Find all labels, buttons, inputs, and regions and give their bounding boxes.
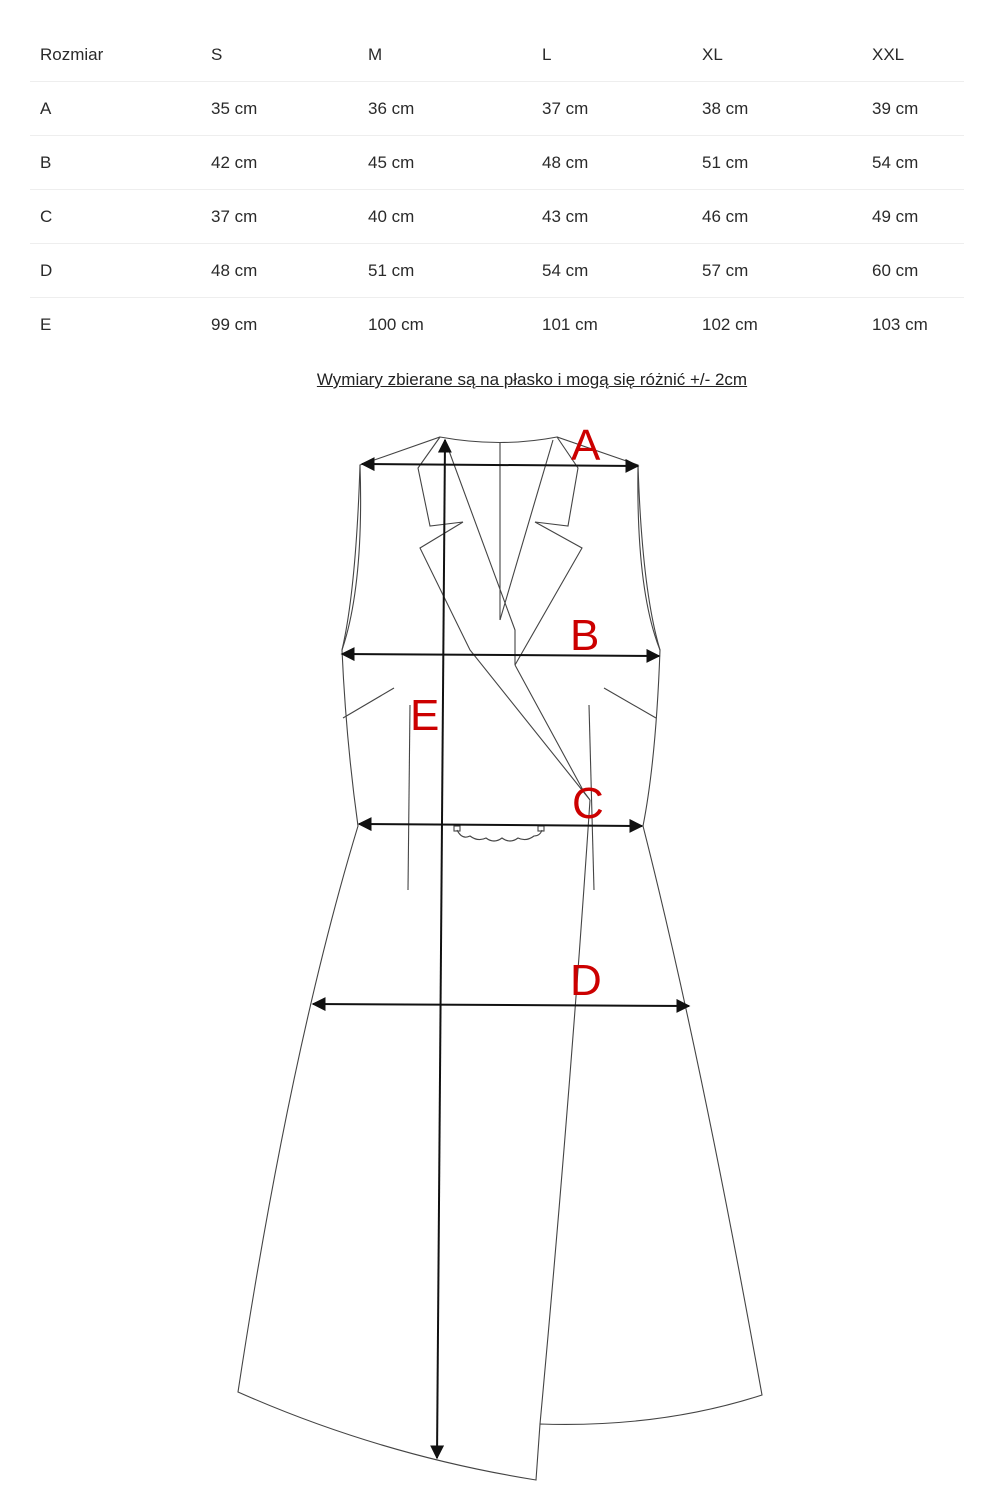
header-cell-l: L [532, 28, 692, 82]
table-cell: 60 cm [862, 244, 964, 298]
header-cell-xl: XL [692, 28, 862, 82]
label-a: A [571, 421, 601, 470]
table-cell: 54 cm [532, 244, 692, 298]
chain-detail [457, 830, 542, 841]
left-bust-dart [343, 688, 394, 718]
table-cell: 49 cm [862, 190, 964, 244]
left-armhole [342, 465, 360, 650]
arrow-d [313, 1004, 689, 1006]
row-label: C [30, 190, 201, 244]
chain-clasp-right [538, 826, 544, 831]
header-cell-m: M [358, 28, 532, 82]
table-cell: 102 cm [702, 314, 758, 334]
table-cell: 100 cm [368, 314, 424, 334]
row-label: B [30, 136, 201, 190]
table-cell: 101 cm [542, 314, 598, 334]
right-bust-dart [604, 688, 656, 718]
table-cell: 45 cm [358, 136, 532, 190]
measurement-note: Wymiary zbierane są na płasko i mogą się różnić +/- 2cm [316, 370, 748, 389]
table-cell: 103 cm [872, 314, 928, 334]
table-cell: 37 cm [201, 190, 358, 244]
wrap-front-edge [540, 800, 590, 1424]
table-cell: 37 cm [532, 82, 692, 136]
row-label: D [30, 244, 201, 298]
table-cell: 48 cm [532, 136, 692, 190]
row-label: E [40, 314, 52, 334]
label-b: B [570, 611, 600, 660]
left-lapel [420, 522, 590, 800]
table-cell: 38 cm [692, 82, 862, 136]
label-d: D [570, 956, 602, 1005]
table-cell: 57 cm [692, 244, 862, 298]
table-cell: 36 cm [358, 82, 532, 136]
label-c: C [572, 779, 604, 828]
arrow-b [342, 654, 659, 656]
table-cell: 51 cm [692, 136, 862, 190]
header-cell-size: Rozmiar [30, 28, 201, 82]
table-cell: 48 cm [201, 244, 358, 298]
dress-outline [238, 437, 762, 1480]
label-e: E [410, 691, 440, 740]
collar-left [418, 437, 463, 526]
table-cell: 43 cm [532, 190, 692, 244]
header-cell-s: S [201, 28, 358, 82]
table-cell: 51 cm [358, 244, 532, 298]
row-label: A [30, 82, 201, 136]
table-cell: 46 cm [692, 190, 862, 244]
header-cell-xxl: XXL [862, 28, 964, 82]
table-cell: 40 cm [358, 190, 532, 244]
table-cell: 42 cm [201, 136, 358, 190]
right-lapel-inner [500, 440, 553, 620]
left-lapel-inner [445, 440, 515, 665]
table-cell: 39 cm [862, 82, 964, 136]
table-cell: 35 cm [201, 82, 358, 136]
arrow-e [437, 440, 445, 1458]
table-cell: 54 cm [862, 136, 964, 190]
table-cell: 99 cm [211, 314, 258, 334]
